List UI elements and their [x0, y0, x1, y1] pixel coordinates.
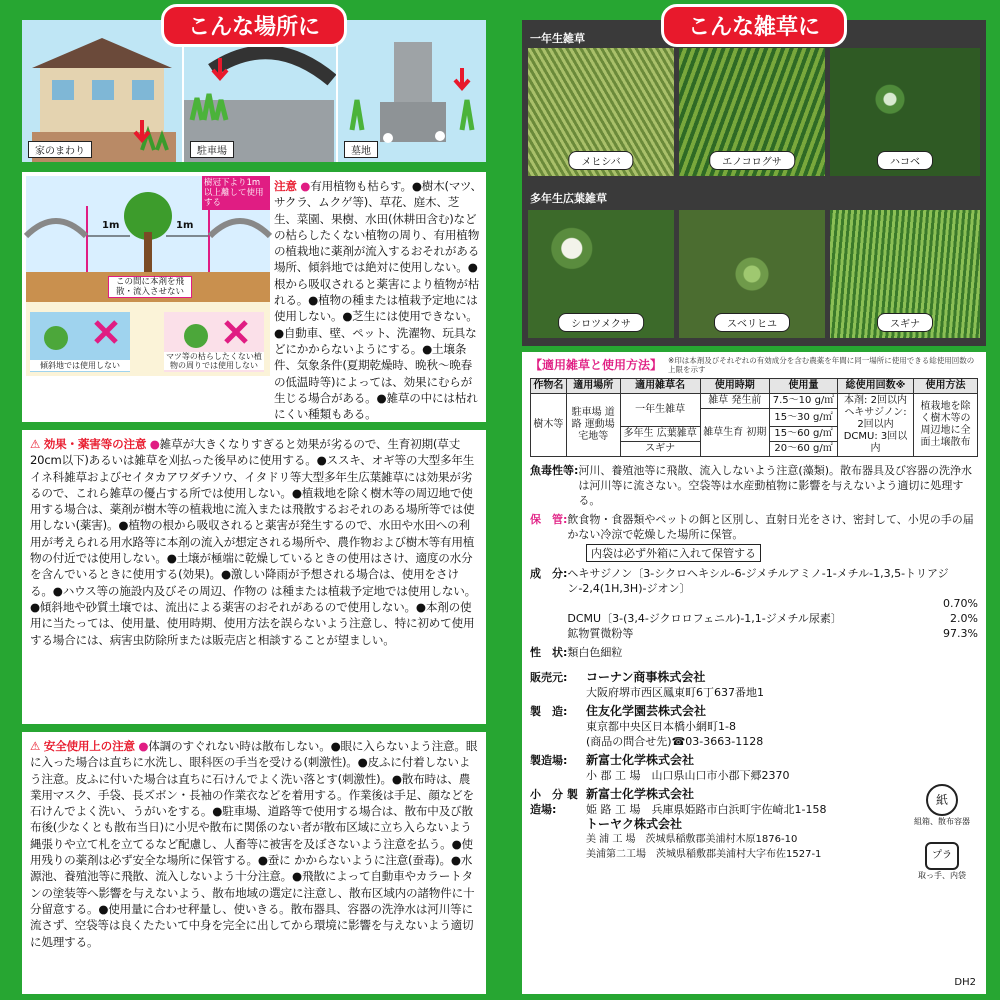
tree-distance-note: 樹冠下より1m以上離して使用する: [202, 176, 270, 210]
cell-crop: 樹木等: [531, 394, 567, 457]
cell-weed-horsetail: スギナ: [620, 442, 700, 457]
prop-label: 性 状:: [530, 646, 568, 659]
no-spray-zone-note: この間に本剤を飛散・流入させない: [108, 276, 192, 298]
miura-site-2: 美浦第二工場 茨城県稲敷郡美浦村大字布佐1527-1: [586, 849, 822, 860]
th-crop: 作物名: [531, 379, 567, 394]
seller-addr: 大阪府堺市西区鳳東町6丁637番地1: [586, 686, 764, 699]
weed-photo: [830, 48, 980, 176]
caution-panel: [22, 172, 486, 422]
small-label: 小 分 製造場:: [530, 788, 578, 816]
th-count: 総使用回数※: [838, 379, 914, 394]
maker-label: 製 造:: [530, 705, 568, 718]
cell-method: 植栽地を除く樹木等の周辺地に全面土壌散布: [914, 394, 978, 457]
comp-mineral: 鉱物質微粉等: [567, 627, 634, 640]
comp-hexazinone: ヘキサジノン〔3-シクロヘキシル-6-ジメチルアミノ-1-メチル-1,3,5-トリアジン-2,4(1H,3H)-ジオン〕: [567, 567, 949, 595]
weed-photo-panel: [522, 20, 986, 346]
maker-tel: (商品の問合せ先)☎03-3663-1128: [586, 735, 764, 748]
group-perennial: 多年生広葉雑草: [530, 192, 607, 205]
warning-icon: ⚠: [30, 739, 41, 753]
fish-text: 河川、養殖池等に飛散、流入しないよう注意(藻類)。散布器具及び容器の洗浄水は河川等に流さない。空袋等は水産動植物に影響を与えないよう適切に処理する。: [578, 464, 972, 507]
fish-label: 魚毒性等:: [530, 464, 579, 477]
maker-name: 住友化学園芸株式会社: [586, 704, 707, 718]
miura-site-1: 美 浦 工 場 茨城県稲敷郡美浦村木原1876-10: [586, 834, 798, 845]
cell-amount: 20〜60 g/㎡: [770, 442, 838, 457]
place-label-house: 家のまわり: [28, 141, 92, 158]
th-place: 適用場所: [566, 379, 620, 394]
recycle-paper: [908, 784, 976, 827]
weed-photo: [679, 48, 825, 176]
seller-name: コーナン商事株式会社: [586, 670, 706, 684]
warning-icon: ⚠: [30, 437, 41, 451]
recycle-paper-label: 組箱、散布容器: [914, 817, 970, 826]
store-text: 飲食物・食器類やペットの餌と区別し、直射日光をさけ、密封して、小児の手の届かない冷涼で乾燥した場所に保管。: [567, 513, 974, 541]
seller-label: 販売元:: [530, 671, 568, 684]
store-label: 保 管:: [530, 513, 568, 526]
table-header-row: [531, 379, 978, 394]
comp-dcmu: DCMU〔3-(3,4-ジクロロフェニル)-1,1-ジメチル尿素〕: [567, 612, 842, 625]
cell-weed-annual: 一年生雑草: [620, 394, 700, 427]
place-label-cemetery: 墓地: [344, 141, 378, 158]
pine-caption: マツ等の枯らしたくない植物の周りでは使用しない: [164, 352, 264, 370]
cell-amount: 7.5〜10 g/㎡: [770, 394, 838, 409]
paper-recycle-icon: 紙: [926, 784, 958, 816]
factory-site: 小 郡 工 場 山口県山口市小郡下郷2370: [586, 769, 790, 782]
effect-text: ⚠ 効果・薬害等の注意 ●雑草が大きくなりすぎると効果が劣るので、生育初期(草丈20cm以下)あるいは雑草を刈払った後早めに使用する。●ススキ、オギ等の大型多年生イネ科雑草およびセイタカアワダチソウ、イタドリ等大型多年生広葉雑草には効果が劣るので、これら雑草の優占する所では使用しない。●植栽地を除く樹木等の周辺地で使用する場合は、薬剤が樹木等の植栽地に流入または飛散するおそれのある場所等では使用しない(薬害)。●植物の根から吸収されると薬害が発生するので、水田や水田への利用が考えられる用水路等に本剤の流入が想定される場所や、農作物および樹木等有用植物の付近では使用しない。●土壌が極端に乾燥しているときの使用はさけ、適度の水分を含んでいるときに使用する(効果)。●激しい降雨が予想される場合は、使用をさける。●ハウス等の施設内及びその周辺、作物の は種または植栽予定地では使用しない。●傾斜地や砂質土壌では、流出による薬害のおそれがあるので使用しない。●本剤の使用に当たっては、使用量、使用時期、使用方法を誤らないよう注意し、特に初めて使用する場合には、病害虫防除所または販売店と相談することが望ましい。: [30, 437, 477, 647]
weed-caption: エノコログサ: [709, 151, 795, 170]
weed-photo: [528, 48, 674, 176]
table-row: [531, 394, 978, 409]
cell-time-pre: 雑草 発生前: [700, 394, 770, 409]
th-amount: 使用量: [770, 379, 838, 394]
cell-counts: 本剤: 2回以内 ヘキサジノン: 2回以内 DCMU: 3回以内: [838, 394, 914, 457]
recycle-plastic: [908, 842, 976, 881]
store-box: 内袋は必ず外箱に入れて保管する: [586, 544, 761, 562]
weed-photo: [679, 210, 825, 338]
small-site: 姫 路 工 場 兵庫県姫路市白浜町宇佐崎北1-158: [586, 803, 827, 816]
plastic-recycle-icon: プラ: [925, 842, 959, 870]
group-annual: 一年生雑草: [530, 32, 585, 45]
safety-panel: [22, 732, 486, 994]
right-panel: [508, 0, 1000, 1000]
th-weed: 適用雑草名: [620, 379, 700, 394]
safety-body: 体調のすぐれない時は散布しない。●眼に入らないよう注意。眼に入った場合は直ちに水洗し、眼科医の手当を受ける(刺激性)。●皮ふに付着しないよう注意。皮ふに付いた場合は直ちに石けんでよく洗い落とす(刺激性)。●散布時は、農業用マスク、手袋、長ズボン・長袖の作業衣などを着用する。作業後は手足、顔などを石けんでよく洗い、うがいをする。●駐車場、道路等で使用する場合は、散布中及び散布後(少なくとも散布当日)に小児や散布に関係のない者が散布区域に立ち入らないよう縄張りや立て札を立てるなど配慮し、人畜等に被害を及ぼさないよう注意を払う。●使用残りの薬剤は必ず安全な場所に保管する。●蚕に かからないように注意(蚕毒)。●水源池、養殖池等に飛散、流入しないよう十分注意。●飛散によって自動車やカラートタンの塗装等へ影響を与えないよう、散布地域の選定に注意し、散布区域内の諸物件に十分留意する。●使用量に合わせ秤量し、使いきる。散布器具、容器の洗浄水は河川等に流さず、空袋等は良くたたいて中身を完全に出してから環境に影響を与えないよう適切に処理する。: [30, 739, 478, 949]
places-banner: こんな場所に: [161, 4, 347, 47]
cell-time-early: 雑草生育 初期: [700, 409, 770, 457]
cell-place: 駐車場 道路 運動場 宅地等: [566, 394, 620, 457]
weed-caption: ハコベ: [877, 151, 933, 170]
weeds-banner: こんな雑草に: [661, 4, 847, 47]
caution-text-side: 注意 ●有用植物も枯らす。●樹木(マツ、サクラ、ムクゲ等)、草花、庭木、芝生、菜園、果樹、水田(休耕田含む)などの枯らしたくない植物の周り、有用植物の植栽地に薬剤が流入するおそれがある場所、傾斜地では絶対に使用しない。●根から吸収されると薬害により植物が枯れる。●植物の種または植栽予定地には使用しない。●芝生には使用できない。●自動車、壁、ペット、洗濯物、玩具などにかからないようにする。●土壌条件、気象条件(夏期乾燥時、晩秋〜晩春の低温時等)によっては、効果にむらが生じる場合がある。●雑草の中には枯れにくい種類もある。: [274, 179, 482, 422]
cell-amount: 15〜30 g/㎡: [770, 409, 838, 427]
usage-table: [530, 378, 978, 457]
table-title: 【適用雑草と使用方法】: [530, 358, 663, 372]
maker-addr: 東京都中央区日本橋小網町1-8: [586, 720, 736, 733]
safety-text: ⚠ 安全使用上の注意 ●体調のすぐれない時は散布しない。●眼に入らないよう注意。眼に入った場合は直ちに水洗し、眼科医の手当を受ける(刺激性)。●皮ふに付着しないよう注意。皮ふに付いた場合は直ちに石けんでよく洗い落とす(刺激性)。●散布時は、農業用マスク、手袋、長ズボン・長袖の作業衣などを着用する。作業後は手足、顔などを石けんでよく洗い、うがいをする。●駐車場、道路等で使用する場合は、散布中及び散布後(少なくとも散布当日)に小児や散布に関係のない者が散布区域に立ち入らないよう縄張りや立て札を立てるなど配慮し、人畜等に被害を及ぼさないよう注意を払う。●使用残りの薬剤は必ず安全な場所に保管する。●蚕に かからないように注意(蚕毒)。●水源池、養殖池等に飛散、流入しないよう十分注意。●飛散によって自動車やカラートタンの塗装等へ影響を与えないよう、散布地域の選定に注意し、散布区域内の諸物件に十分留意する。●使用量に合わせ秤量し、使いきる。散布器具、容器の洗浄水は河川等に流さず、空袋等は良くたたいて中身を完全に出してから環境に影響を与えないよう適切に処理する。: [30, 739, 478, 949]
place-label-parking: 駐車場: [190, 141, 234, 158]
weed-caption: シロツメクサ: [558, 313, 644, 332]
tree-diagram: [26, 176, 270, 376]
factory-name: 新富士化学株式会社: [586, 753, 695, 767]
usage-panel: [522, 352, 986, 994]
cell-weed-perennial: 多年生 広葉雑草: [620, 427, 700, 442]
weed-caption: スベリヒユ: [714, 313, 790, 332]
weed-caption: スギナ: [877, 313, 933, 332]
th-method: 使用方法: [914, 379, 978, 394]
comp-hexazinone-pct: 0.70%: [943, 597, 978, 610]
small-name: 新富士化学株式会社: [586, 787, 695, 801]
weed-photo: [528, 210, 674, 338]
weed-caption: メヒシバ: [568, 151, 633, 170]
comp-dcmu-pct: 2.0%: [950, 612, 978, 625]
effect-title: 効果・薬害等の注意: [43, 437, 147, 451]
th-time: 使用時期: [700, 379, 770, 394]
caution-title: 注意: [274, 179, 297, 193]
safety-title: 安全使用上の注意: [43, 739, 135, 753]
left-panel: [8, 0, 500, 1000]
cell-amount: 15〜60 g/㎡: [770, 427, 838, 442]
effect-body: 雑草が大きくなりすぎると効果が劣るので、生育初期(草丈20cm以下)あるいは雑草を刈払った後早めに使用する。●ススキ、オギ等の大型多年生イネ科雑草およびセイタカアワダチソウ、イタドリ等大型多年生広葉雑草には効果が劣るので、これら雑草の優占する所では使用しない。●植栽地を除く樹木等の周辺地で使用する場合は、薬剤が樹木等の植栽地に流入または飛散するおそれのある場所等では使用しない(薬害)。●植物の根から吸収されると薬害が発生するので、水田や水田への利用が考えられる用水路等に本剤の流入が想定される場所や、農作物および樹木等有用植物の付近では使用しない。●土壌が極端に乾燥しているときの使用はさけ、適度の水分を含んでいるときに使用する(効果)。●激しい降雨が予想される場合は、使用をさける。●ハウス等の施設内及びその周辺、作物の は種または植栽予定地では使用しない。●傾斜地や砂質土壌では、流出による薬害のおそれがあるので使用しない。●本剤の使用に当たっては、使用量、使用時期、使用方法を誤らないよう注意し、特に初めて使用する場合には、病害虫防除所または販売店と相談することが望ましい。: [30, 437, 477, 647]
factory-label: 製造場:: [530, 754, 568, 767]
prop-text: 類白色細粒: [567, 646, 623, 659]
caution-body: 有用植物も枯らす。●樹木(マツ、サクラ、ムクゲ等)、草花、庭木、芝生、菜園、果樹、水田(休耕田含む)などの枯らしたくない植物の周り、有用植物の植栽地に薬剤が流入するおそれがある場所、傾斜地では絶対に使用しない。●根から吸収されると薬害により植物が枯れる。●植物の種または植栽予定地には使用しない。●芝生には使用できない。●自動車、壁、ペット、洗濯物、玩具などにかからないようにする。●土壌条件、気象条件(夏期乾燥時、晩秋〜晩春の低温時等)によっては、効果にむらが生じる場合がある。●雑草の中には枯れにくい種類もある。: [274, 179, 482, 422]
effect-panel: [22, 430, 486, 724]
comp-label: 成 分:: [530, 567, 568, 580]
slope-caption: 傾斜地では使用しない: [30, 360, 130, 371]
table-note: ※印は本剤及びそれぞれの有効成分を含む農薬を年間に同一場所に使用できる総使用回数の上限を示す: [668, 356, 975, 374]
distance-1m-left: 1m: [102, 220, 120, 231]
product-code: DH2: [954, 977, 976, 988]
toyaku-name: トーヤク株式会社: [586, 817, 683, 831]
distance-1m-right: 1m: [176, 220, 194, 231]
comp-mineral-pct: 97.3%: [943, 627, 978, 640]
weed-photo: [830, 210, 980, 338]
recycle-plastic-label: 取っ手、内袋: [918, 871, 966, 880]
